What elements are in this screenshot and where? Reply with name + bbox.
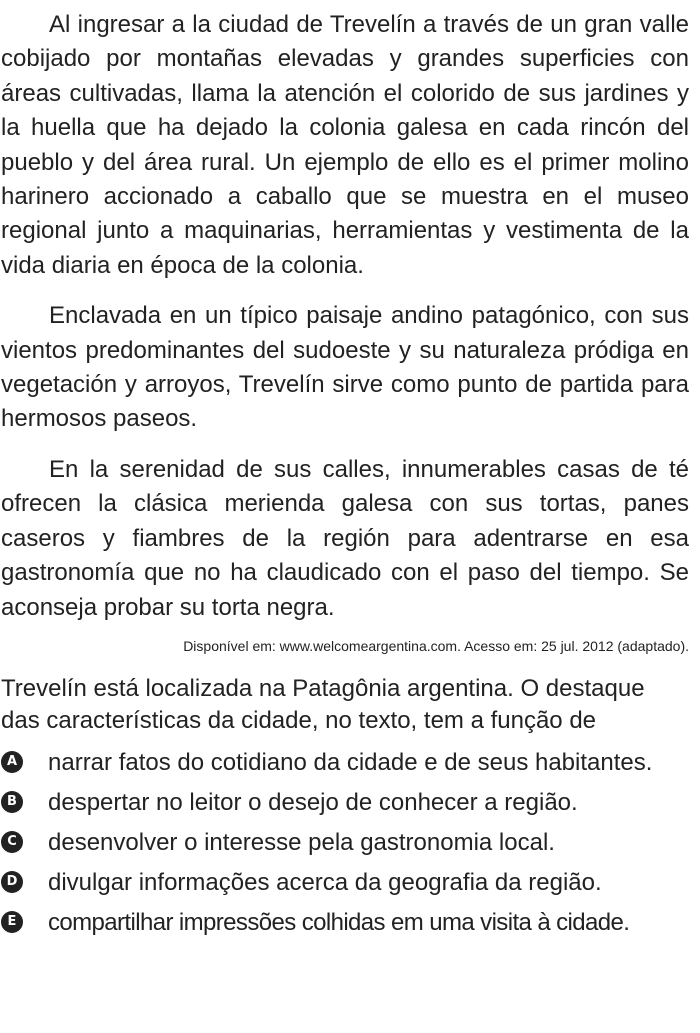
source-citation: Disponível em: www.welcomeargentina.com. Acesso em: 25 jul. 2012 (adaptado). [183,637,689,654]
paragraph-1: Al ingresar a la ciudad de Trevelín a través de un gran valle cobijado por montañas elevadas y grandes superficies con áreas cultivadas, llama la atención el colorido de sus jardines y la huella que ha dejado la colonia galesa en cada rincón del pueblo y del área rural. Un ejemplo de ello es el primer molino harinero accionado a caballo que se muestra en el museo regional junto a maquinarias, herramientas y vestimenta de la vida diaria en época de la colonia. [1,11,689,279]
option-b-text: despertar no leitor o desejo de conhecer a região. [48,788,578,816]
option-e-letter-icon: E [1,911,23,933]
option-c-text: desenvolver o interesse pela gastronomia local. [48,828,555,856]
option-e[interactable] [1,908,689,938]
option-d-letter-icon: D [1,871,23,893]
option-c-letter-icon: C [1,831,23,853]
option-b[interactable] [1,788,689,818]
option-e-text: compartilhar impressões colhidas em uma visita à cidade. [48,908,630,936]
reading-text [1,8,689,625]
option-c[interactable] [1,828,689,858]
paragraph-2: Enclavada en un típico paisaje andino patagónico, con sus vientos predominantes del sudoeste y su naturaleza pródiga en vegetación y arroyos, Trevelín sirve como punto de partida para hermosos paseos. [1,302,689,433]
option-a[interactable] [1,748,689,778]
paragraph-3: En la serenidad de sus calles, innumerables casas de té ofrecen la clásica merienda galesa con sus tortas, panes caseros y fiambres de la región para adentrarse en esa gastronomía que no ha claudicado con el paso del tiempo. Se aconseja probar su torta negra. [1,455,689,621]
answer-options [1,748,689,938]
option-d[interactable] [1,868,689,898]
option-d-text: divulgar informações acerca da geografia da região. [48,868,602,896]
option-a-letter-icon: A [1,751,23,773]
option-a-text: narrar fatos do cotidiano da cidade e de seus habitantes. [48,748,653,776]
option-b-letter-icon: B [1,791,23,813]
question-stem: Trevelín está localizada na Patagônia argentina. O destaque das características da cidade, no texto, tem a função de [1,674,645,734]
